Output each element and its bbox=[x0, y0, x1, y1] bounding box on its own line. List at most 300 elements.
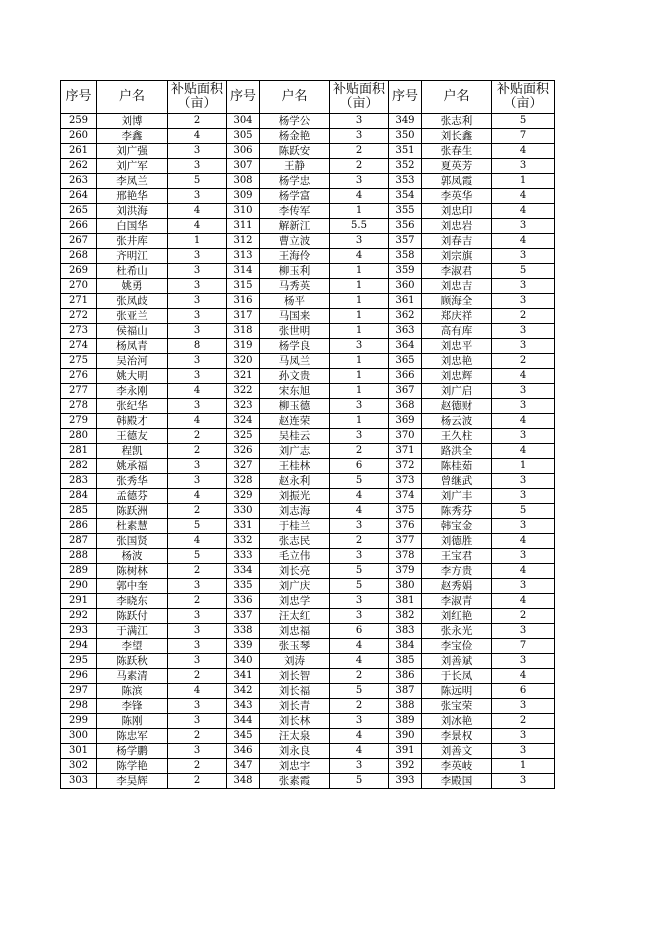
serial-cell: 301 bbox=[61, 744, 97, 759]
serial-cell: 367 bbox=[389, 384, 422, 399]
serial-cell: 318 bbox=[227, 324, 260, 339]
area-cell: 3 bbox=[492, 384, 555, 399]
area-cell: 4 bbox=[168, 384, 227, 399]
table-row bbox=[61, 384, 555, 399]
serial-cell: 267 bbox=[61, 234, 97, 249]
name-cell: 杜素慧 bbox=[97, 519, 168, 534]
name-cell: 刘长福 bbox=[260, 684, 330, 699]
name-cell: 李传军 bbox=[260, 204, 330, 219]
serial-cell: 330 bbox=[227, 504, 260, 519]
area-cell: 3 bbox=[168, 609, 227, 624]
table-row bbox=[61, 369, 555, 384]
table-row bbox=[61, 279, 555, 294]
name-cell: 韩宝金 bbox=[422, 519, 492, 534]
serial-cell: 338 bbox=[227, 624, 260, 639]
table-row bbox=[61, 699, 555, 714]
serial-cell: 304 bbox=[227, 114, 260, 129]
serial-cell: 379 bbox=[389, 564, 422, 579]
subsidy-table bbox=[60, 80, 555, 789]
area-cell: 3 bbox=[168, 579, 227, 594]
name-cell: 齐明江 bbox=[97, 249, 168, 264]
area-cell: 4 bbox=[168, 219, 227, 234]
area-cell: 2 bbox=[168, 759, 227, 774]
serial-cell: 319 bbox=[227, 339, 260, 354]
area-cell: 4 bbox=[492, 369, 555, 384]
serial-cell: 336 bbox=[227, 594, 260, 609]
header-no: 序号 bbox=[227, 81, 260, 114]
area-cell: 4 bbox=[492, 444, 555, 459]
serial-cell: 340 bbox=[227, 654, 260, 669]
serial-cell: 295 bbox=[61, 654, 97, 669]
area-cell: 4 bbox=[330, 489, 389, 504]
area-cell: 4 bbox=[330, 189, 389, 204]
serial-cell: 269 bbox=[61, 264, 97, 279]
name-cell: 张永光 bbox=[422, 624, 492, 639]
header-name: 户名 bbox=[422, 81, 492, 114]
area-cell: 4 bbox=[492, 534, 555, 549]
serial-cell: 288 bbox=[61, 549, 97, 564]
area-cell: 3 bbox=[492, 699, 555, 714]
serial-cell: 284 bbox=[61, 489, 97, 504]
name-cell: 柳玉德 bbox=[260, 399, 330, 414]
name-cell: 刘忠平 bbox=[422, 339, 492, 354]
name-cell: 杨云波 bbox=[422, 414, 492, 429]
serial-cell: 277 bbox=[61, 384, 97, 399]
serial-cell: 303 bbox=[61, 774, 97, 789]
name-cell: 姚承福 bbox=[97, 459, 168, 474]
table-row bbox=[61, 624, 555, 639]
serial-cell: 370 bbox=[389, 429, 422, 444]
serial-cell: 282 bbox=[61, 459, 97, 474]
name-cell: 姚大明 bbox=[97, 369, 168, 384]
area-cell: 4 bbox=[492, 144, 555, 159]
name-cell: 李鑫 bbox=[97, 129, 168, 144]
name-cell: 刘忠辉 bbox=[422, 369, 492, 384]
serial-cell: 268 bbox=[61, 249, 97, 264]
area-cell: 2 bbox=[168, 774, 227, 789]
area-cell: 3 bbox=[492, 744, 555, 759]
area-cell: 5.5 bbox=[330, 219, 389, 234]
serial-cell: 309 bbox=[227, 189, 260, 204]
serial-cell: 384 bbox=[389, 639, 422, 654]
name-cell: 张世明 bbox=[260, 324, 330, 339]
area-cell: 1 bbox=[168, 234, 227, 249]
table-row bbox=[61, 504, 555, 519]
serial-cell: 339 bbox=[227, 639, 260, 654]
serial-cell: 348 bbox=[227, 774, 260, 789]
table-row bbox=[61, 579, 555, 594]
serial-cell: 296 bbox=[61, 669, 97, 684]
name-cell: 杨金艳 bbox=[260, 129, 330, 144]
area-cell: 4 bbox=[330, 729, 389, 744]
serial-cell: 286 bbox=[61, 519, 97, 534]
serial-cell: 299 bbox=[61, 714, 97, 729]
name-cell: 陈滨 bbox=[97, 684, 168, 699]
area-cell: 2 bbox=[492, 309, 555, 324]
serial-cell: 387 bbox=[389, 684, 422, 699]
area-cell: 3 bbox=[492, 219, 555, 234]
serial-cell: 382 bbox=[389, 609, 422, 624]
serial-cell: 273 bbox=[61, 324, 97, 339]
serial-cell: 372 bbox=[389, 459, 422, 474]
name-cell: 刘冰艳 bbox=[422, 714, 492, 729]
area-cell: 5 bbox=[168, 519, 227, 534]
name-cell: 刘洪海 bbox=[97, 204, 168, 219]
table-row bbox=[61, 129, 555, 144]
serial-cell: 357 bbox=[389, 234, 422, 249]
header-name: 户名 bbox=[97, 81, 168, 114]
area-cell: 1 bbox=[492, 459, 555, 474]
area-cell: 2 bbox=[492, 609, 555, 624]
serial-cell: 285 bbox=[61, 504, 97, 519]
name-cell: 刘长青 bbox=[260, 699, 330, 714]
area-cell: 8 bbox=[168, 339, 227, 354]
area-cell: 1 bbox=[330, 279, 389, 294]
serial-cell: 266 bbox=[61, 219, 97, 234]
area-cell: 3 bbox=[330, 234, 389, 249]
table-row bbox=[61, 594, 555, 609]
serial-cell: 359 bbox=[389, 264, 422, 279]
serial-cell: 389 bbox=[389, 714, 422, 729]
area-cell: 2 bbox=[492, 354, 555, 369]
area-cell: 3 bbox=[330, 549, 389, 564]
area-cell: 3 bbox=[492, 294, 555, 309]
serial-cell: 362 bbox=[389, 309, 422, 324]
area-cell: 4 bbox=[330, 654, 389, 669]
serial-cell: 371 bbox=[389, 444, 422, 459]
serial-cell: 376 bbox=[389, 519, 422, 534]
name-cell: 刘志海 bbox=[260, 504, 330, 519]
name-cell: 孟德芬 bbox=[97, 489, 168, 504]
serial-cell: 263 bbox=[61, 174, 97, 189]
area-cell: 3 bbox=[168, 294, 227, 309]
serial-cell: 270 bbox=[61, 279, 97, 294]
table-row bbox=[61, 189, 555, 204]
serial-cell: 313 bbox=[227, 249, 260, 264]
serial-cell: 369 bbox=[389, 414, 422, 429]
area-cell: 3 bbox=[168, 324, 227, 339]
table-row bbox=[61, 159, 555, 174]
name-cell: 刘长林 bbox=[260, 714, 330, 729]
serial-cell: 274 bbox=[61, 339, 97, 354]
area-cell: 3 bbox=[168, 474, 227, 489]
name-cell: 马素清 bbox=[97, 669, 168, 684]
name-cell: 夏英芳 bbox=[422, 159, 492, 174]
table-row bbox=[61, 219, 555, 234]
serial-cell: 259 bbox=[61, 114, 97, 129]
name-cell: 李永刚 bbox=[97, 384, 168, 399]
table-row bbox=[61, 144, 555, 159]
area-cell: 3 bbox=[168, 369, 227, 384]
area-cell: 3 bbox=[168, 189, 227, 204]
serial-cell: 264 bbox=[61, 189, 97, 204]
name-cell: 杨凤青 bbox=[97, 339, 168, 354]
name-cell: 陈树林 bbox=[97, 564, 168, 579]
name-cell: 顾海全 bbox=[422, 294, 492, 309]
area-cell: 3 bbox=[492, 624, 555, 639]
serial-cell: 346 bbox=[227, 744, 260, 759]
name-cell: 吴治河 bbox=[97, 354, 168, 369]
area-cell: 6 bbox=[330, 624, 389, 639]
serial-cell: 350 bbox=[389, 129, 422, 144]
area-cell: 3 bbox=[168, 639, 227, 654]
serial-cell: 329 bbox=[227, 489, 260, 504]
name-cell: 张纪华 bbox=[97, 399, 168, 414]
area-cell: 3 bbox=[492, 729, 555, 744]
serial-cell: 381 bbox=[389, 594, 422, 609]
name-cell: 张宝荣 bbox=[422, 699, 492, 714]
name-cell: 刘长智 bbox=[260, 669, 330, 684]
area-cell: 3 bbox=[492, 339, 555, 354]
serial-cell: 366 bbox=[389, 369, 422, 384]
area-cell: 2 bbox=[168, 669, 227, 684]
area-cell: 4 bbox=[492, 204, 555, 219]
serial-cell: 293 bbox=[61, 624, 97, 639]
name-cell: 杨学忠 bbox=[260, 174, 330, 189]
serial-cell: 302 bbox=[61, 759, 97, 774]
table-row bbox=[61, 684, 555, 699]
table-row bbox=[61, 174, 555, 189]
table-row bbox=[61, 519, 555, 534]
name-cell: 李淑青 bbox=[422, 594, 492, 609]
serial-cell: 291 bbox=[61, 594, 97, 609]
serial-cell: 311 bbox=[227, 219, 260, 234]
name-cell: 刘善文 bbox=[422, 744, 492, 759]
name-cell: 陈刚 bbox=[97, 714, 168, 729]
name-cell: 李锋 bbox=[97, 699, 168, 714]
name-cell: 侯福山 bbox=[97, 324, 168, 339]
serial-cell: 280 bbox=[61, 429, 97, 444]
serial-cell: 290 bbox=[61, 579, 97, 594]
area-cell: 3 bbox=[330, 594, 389, 609]
name-cell: 马凤兰 bbox=[260, 354, 330, 369]
table-row bbox=[61, 114, 555, 129]
serial-cell: 386 bbox=[389, 669, 422, 684]
serial-cell: 271 bbox=[61, 294, 97, 309]
area-cell: 4 bbox=[330, 744, 389, 759]
name-cell: 李方贵 bbox=[422, 564, 492, 579]
name-cell: 刘春吉 bbox=[422, 234, 492, 249]
area-cell: 1 bbox=[492, 174, 555, 189]
serial-cell: 364 bbox=[389, 339, 422, 354]
name-cell: 张井库 bbox=[97, 234, 168, 249]
name-cell: 陈桂茹 bbox=[422, 459, 492, 474]
name-cell: 刘红艳 bbox=[422, 609, 492, 624]
area-cell: 3 bbox=[492, 489, 555, 504]
serial-cell: 354 bbox=[389, 189, 422, 204]
area-cell: 2 bbox=[330, 144, 389, 159]
name-cell: 刘振光 bbox=[260, 489, 330, 504]
name-cell: 刘忠宇 bbox=[260, 759, 330, 774]
name-cell: 王海伶 bbox=[260, 249, 330, 264]
table-row bbox=[61, 714, 555, 729]
area-cell: 3 bbox=[330, 339, 389, 354]
serial-cell: 260 bbox=[61, 129, 97, 144]
area-cell: 2 bbox=[168, 504, 227, 519]
header-area-line2: （亩） bbox=[503, 96, 543, 111]
name-cell: 于长凤 bbox=[422, 669, 492, 684]
name-cell: 王宝君 bbox=[422, 549, 492, 564]
name-cell: 刘广军 bbox=[97, 159, 168, 174]
serial-cell: 316 bbox=[227, 294, 260, 309]
area-cell: 3 bbox=[330, 129, 389, 144]
serial-cell: 332 bbox=[227, 534, 260, 549]
serial-cell: 343 bbox=[227, 699, 260, 714]
name-cell: 刘忠印 bbox=[422, 204, 492, 219]
serial-cell: 326 bbox=[227, 444, 260, 459]
area-cell: 3 bbox=[330, 114, 389, 129]
header-area-line1: 补贴面积 bbox=[332, 82, 385, 97]
area-cell: 3 bbox=[492, 324, 555, 339]
area-cell: 3 bbox=[492, 549, 555, 564]
name-cell: 赵秀娟 bbox=[422, 579, 492, 594]
area-cell: 5 bbox=[492, 504, 555, 519]
table-row bbox=[61, 459, 555, 474]
table-row bbox=[61, 654, 555, 669]
area-cell: 3 bbox=[492, 519, 555, 534]
serial-cell: 298 bbox=[61, 699, 97, 714]
serial-cell: 308 bbox=[227, 174, 260, 189]
name-cell: 刘忠岩 bbox=[422, 219, 492, 234]
name-cell: 刘广强 bbox=[97, 144, 168, 159]
area-cell: 3 bbox=[330, 759, 389, 774]
header-area bbox=[330, 81, 389, 114]
serial-cell: 265 bbox=[61, 204, 97, 219]
name-cell: 于满江 bbox=[97, 624, 168, 639]
area-cell: 3 bbox=[168, 714, 227, 729]
table-row bbox=[61, 444, 555, 459]
header-no: 序号 bbox=[61, 81, 97, 114]
serial-cell: 278 bbox=[61, 399, 97, 414]
serial-cell: 391 bbox=[389, 744, 422, 759]
name-cell: 王静 bbox=[260, 159, 330, 174]
name-cell: 高有库 bbox=[422, 324, 492, 339]
area-cell: 3 bbox=[492, 279, 555, 294]
area-cell: 3 bbox=[168, 249, 227, 264]
area-cell: 4 bbox=[330, 249, 389, 264]
serial-cell: 334 bbox=[227, 564, 260, 579]
name-cell: 张素霞 bbox=[260, 774, 330, 789]
serial-cell: 377 bbox=[389, 534, 422, 549]
area-cell: 3 bbox=[168, 309, 227, 324]
serial-cell: 294 bbox=[61, 639, 97, 654]
serial-cell: 373 bbox=[389, 474, 422, 489]
area-cell: 3 bbox=[492, 474, 555, 489]
area-cell: 4 bbox=[330, 639, 389, 654]
name-cell: 陈跃秋 bbox=[97, 654, 168, 669]
header-name: 户名 bbox=[260, 81, 330, 114]
serial-cell: 342 bbox=[227, 684, 260, 699]
table-row bbox=[61, 729, 555, 744]
serial-cell: 393 bbox=[389, 774, 422, 789]
area-cell: 1 bbox=[330, 309, 389, 324]
area-cell: 1 bbox=[330, 414, 389, 429]
table-row bbox=[61, 489, 555, 504]
name-cell: 郑庆祥 bbox=[422, 309, 492, 324]
name-cell: 张亚兰 bbox=[97, 309, 168, 324]
name-cell: 赵连荣 bbox=[260, 414, 330, 429]
serial-cell: 375 bbox=[389, 504, 422, 519]
area-cell: 2 bbox=[168, 729, 227, 744]
name-cell: 张秀华 bbox=[97, 474, 168, 489]
area-cell: 1 bbox=[330, 324, 389, 339]
name-cell: 刘博 bbox=[97, 114, 168, 129]
area-cell: 4 bbox=[492, 414, 555, 429]
area-cell: 4 bbox=[168, 534, 227, 549]
area-cell: 5 bbox=[492, 114, 555, 129]
serial-cell: 385 bbox=[389, 654, 422, 669]
name-cell: 刘忠吉 bbox=[422, 279, 492, 294]
serial-cell: 331 bbox=[227, 519, 260, 534]
name-cell: 张凤歧 bbox=[97, 294, 168, 309]
name-cell: 杨学富 bbox=[260, 189, 330, 204]
name-cell: 曹立波 bbox=[260, 234, 330, 249]
area-cell: 2 bbox=[168, 564, 227, 579]
serial-cell: 363 bbox=[389, 324, 422, 339]
serial-cell: 333 bbox=[227, 549, 260, 564]
name-cell: 解新江 bbox=[260, 219, 330, 234]
area-cell: 7 bbox=[492, 129, 555, 144]
area-cell: 4 bbox=[492, 594, 555, 609]
name-cell: 马国来 bbox=[260, 309, 330, 324]
serial-cell: 345 bbox=[227, 729, 260, 744]
table-row bbox=[61, 774, 555, 789]
serial-cell: 312 bbox=[227, 234, 260, 249]
area-cell: 2 bbox=[330, 699, 389, 714]
area-cell: 3 bbox=[168, 654, 227, 669]
header-area-line1: 补贴面积 bbox=[496, 82, 549, 97]
serial-cell: 307 bbox=[227, 159, 260, 174]
serial-cell: 337 bbox=[227, 609, 260, 624]
area-cell: 3 bbox=[492, 249, 555, 264]
area-cell: 2 bbox=[168, 429, 227, 444]
serial-cell: 352 bbox=[389, 159, 422, 174]
serial-cell: 368 bbox=[389, 399, 422, 414]
name-cell: 杜希山 bbox=[97, 264, 168, 279]
serial-cell: 292 bbox=[61, 609, 97, 624]
area-cell: 3 bbox=[330, 399, 389, 414]
area-cell: 3 bbox=[330, 174, 389, 189]
table-row bbox=[61, 414, 555, 429]
name-cell: 汪太泉 bbox=[260, 729, 330, 744]
name-cell: 张国贤 bbox=[97, 534, 168, 549]
serial-cell: 321 bbox=[227, 369, 260, 384]
name-cell: 陈跃洲 bbox=[97, 504, 168, 519]
header-area bbox=[168, 81, 227, 114]
serial-cell: 347 bbox=[227, 759, 260, 774]
table-row bbox=[61, 324, 555, 339]
area-cell: 2 bbox=[168, 594, 227, 609]
serial-cell: 314 bbox=[227, 264, 260, 279]
name-cell: 李淑君 bbox=[422, 264, 492, 279]
serial-cell: 310 bbox=[227, 204, 260, 219]
name-cell: 刘永良 bbox=[260, 744, 330, 759]
name-cell: 赵德财 bbox=[422, 399, 492, 414]
name-cell: 李宝俭 bbox=[422, 639, 492, 654]
name-cell: 杨学鹏 bbox=[97, 744, 168, 759]
serial-cell: 355 bbox=[389, 204, 422, 219]
serial-cell: 349 bbox=[389, 114, 422, 129]
name-cell: 杨学公 bbox=[260, 114, 330, 129]
table-row bbox=[61, 204, 555, 219]
serial-cell: 344 bbox=[227, 714, 260, 729]
name-cell: 刘德胜 bbox=[422, 534, 492, 549]
table-row bbox=[61, 234, 555, 249]
name-cell: 程凯 bbox=[97, 444, 168, 459]
area-cell: 5 bbox=[330, 684, 389, 699]
area-cell: 1 bbox=[330, 294, 389, 309]
serial-cell: 275 bbox=[61, 354, 97, 369]
